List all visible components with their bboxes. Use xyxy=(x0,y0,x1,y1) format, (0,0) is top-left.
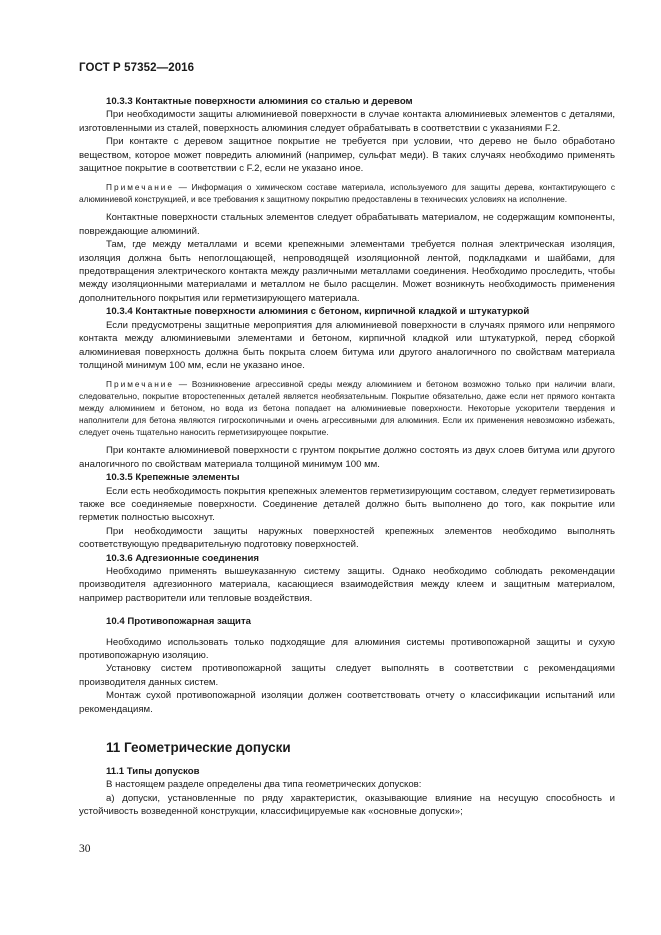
paragraph: Необходимо применять вышеуказанную систему защиты. Однако необходимо соблюдать рекомендации производителя адгезионного материала, касающиеся взаимодействия между клеем и защитным материалом, например растворители или тепловые воздействия. xyxy=(79,565,615,604)
paragraph: При необходимости защиты алюминиевой поверхности в случае контакта алюминиевых элементов с деталями, изготовленными из сталей, поверхность алюминия следует обрабатывать в соответствии с указаниями F.2. xyxy=(79,109,615,134)
section-10-3-4-heading: 10.3.4 Контактные поверхности алюминия с бетоном, кирпичной кладкой и штукатуркой xyxy=(106,306,530,318)
section-10-4-heading: 10.4 Противопожарная защита xyxy=(106,616,251,628)
document-header: ГОСТ Р 57352—2016 xyxy=(79,62,195,74)
paragraph: Установку систем противопожарной защиты следует выполнять в соответствии с рекомендациями производителя данных систем. xyxy=(79,663,615,688)
list-item: а) допуски, установленные по ряду характеристик, оказывающие влияние на несущую способность и устойчивость возведенной конструкции, классифицируемые как «основные допуски»; xyxy=(79,792,615,818)
paragraph: Необходимо использовать только подходящие для алюминия системы противопожарной защиты и сухую противопожарную изоляцию. xyxy=(79,636,615,661)
note xyxy=(79,181,615,205)
note-text: — Возникновение агрессивной среды между алюминием и бетоном возможно только при наличии влаги, следовательно, покрытие второстепенных деталей является необязательным. Покрытие обязательно, даже если нет прямого контакта между алюминием и бетоном, но вода из бетона попадает на алюминиевые поверхности. Некоторые ускорители твердения и наполнители для бетона являются гигроскопичными и очень агрессивными для алюминия. Если их применения невозможно избежать, следует очень тщательно наносить герметизирующее покрытие. xyxy=(79,379,615,438)
note xyxy=(79,378,615,438)
section-11-1-heading: 11.1 Типы допусков xyxy=(106,766,200,778)
page-number: 30 xyxy=(79,843,91,855)
section-10-3-3-heading: 10.3.3 Контактные поверхности алюминия со сталью и деревом xyxy=(106,96,413,107)
paragraph: При контакте алюминиевой поверхности с грунтом покрытие должно состоять из двух слоев битума или другого аналогичного по свойствам материала толщиной минимум 100 мм. xyxy=(79,445,615,470)
paragraph: Монтаж сухой противопожарной изоляции должен соответствовать отчету о классификации испытаний или рекомендациям. xyxy=(79,690,615,715)
section-10-3-5-heading: 10.3.5 Крепежные элементы xyxy=(106,472,240,484)
paragraph: Если предусмотрены защитные мероприятия для алюминиевой поверхности в случаях прямого или непрямого контакта между алюминиевыми элементами и бетоном, кирпичной кладкой или штукатуркой, перед сборкой алюминиевая поверхность должна быть покрыта слоем битума или другого аналогичного по свойствам материала толщиной минимум 100 мм, если не указано иное. xyxy=(79,319,615,371)
paragraph: В настоящем разделе определены два типа геометрических допусков: xyxy=(106,779,422,791)
paragraph: При контакте с деревом защитное покрытие не требуется при условии, что дерево не было обработано веществом, которое может повредить алюминий (например, сульфат меди). В таких случаях необходимо применять защитное покрытие в соответствии с F.2, если не указано иное. xyxy=(79,136,615,175)
page-content xyxy=(79,95,615,819)
section-10-3-6-heading: 10.3.6 Адгезионные соединения xyxy=(106,552,259,564)
note-label: Примечание xyxy=(106,379,175,390)
section-11-heading: 11 Геометрические допуски xyxy=(106,740,291,756)
paragraph: Если есть необходимость покрытия крепежных элементов герметизирующим составом, следует герметизировать также все соединяемые поверхности. Соединение деталей должно быть выполнено до того, как покрытие или герметик полностью высохнут. xyxy=(79,485,615,524)
paragraph: При необходимости защиты наружных поверхностей крепежных элементов необходимо выполнять соответствующую предварительную подготовку поверхностей. xyxy=(79,525,615,551)
paragraph: Там, где между металлами и всеми крепежными элементами требуется полная электрическая изоляция, изоляция должна быть непоглощающей, непроводящей изоляционной лентой, подкладками и шайбами, для предотвращения электрического контакта между различными металлами соединения. Необходимо проследить, чтобы между изоляционными материалами и металлом не было расщелин. Может возникнуть необходимость применения дополнительного покрытия или герметизирующего материала. xyxy=(79,239,615,304)
note-label: Примечание xyxy=(106,182,175,193)
paragraph: Контактные поверхности стальных элементов следует обрабатывать материалом, не содержащим компоненты, повреждающие алюминий. xyxy=(79,212,615,237)
note-text: — Информация о химическом составе материала, используемого для защиты дерева, контактирующего с алюминиевой конструкцией, и все требования к защитному покрытию предоставлены в технических условиях на исполнение. xyxy=(79,182,615,205)
